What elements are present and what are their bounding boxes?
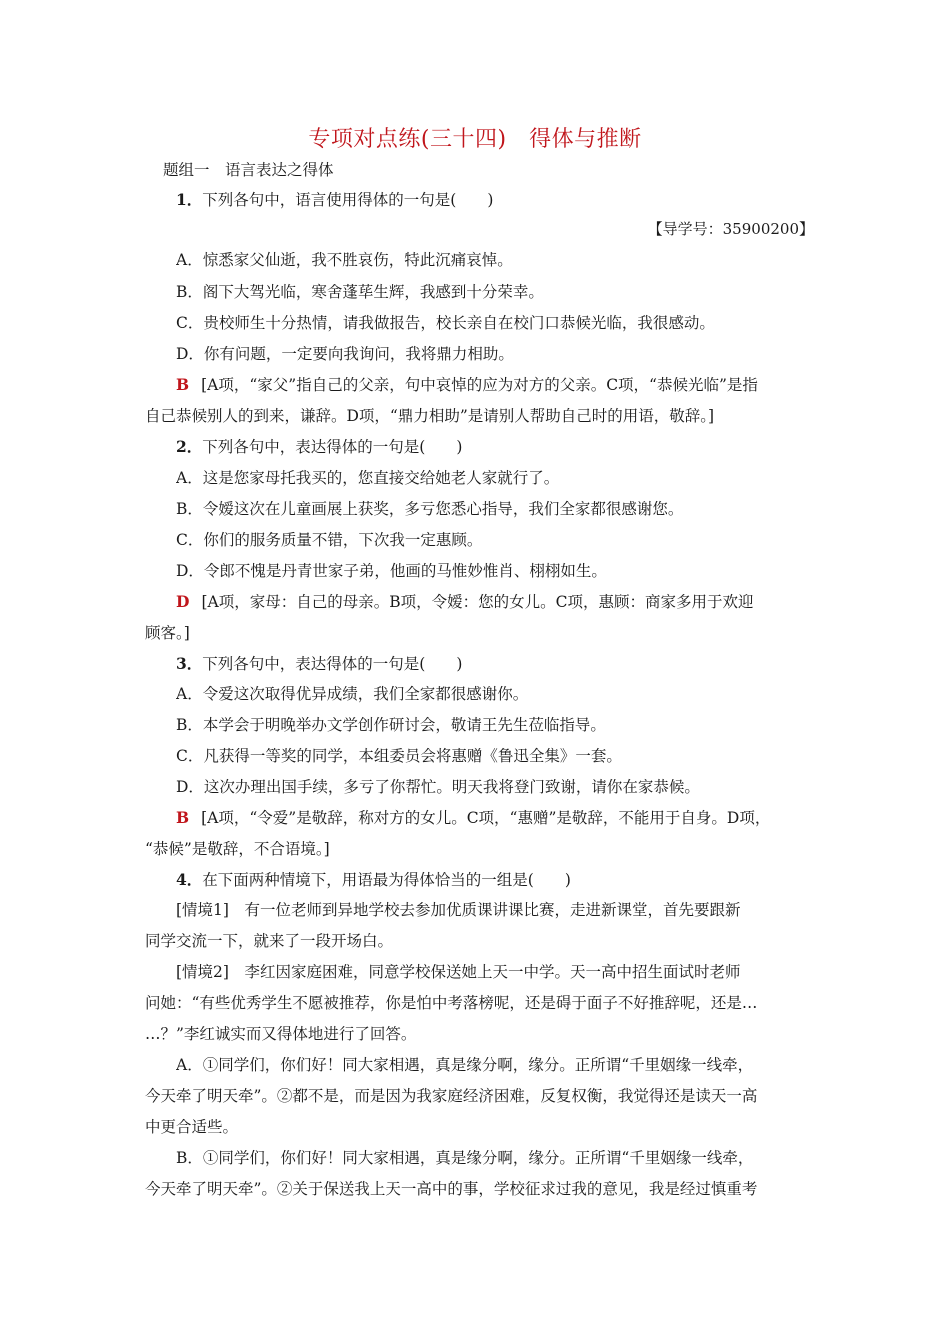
- question-number: 4．: [176, 870, 203, 889]
- question-3-option-c: C．凡获得一等奖的同学，本组委员会将惠赠《鲁迅全集》一套。: [176, 747, 622, 765]
- question-3-option-a: A．令爱这次取得优异成绩，我们全家都很感谢你。: [176, 685, 529, 703]
- answer-letter: D: [176, 592, 190, 611]
- question-2-option-b: B．令嫒这次在儿童画展上获奖，多亏您悉心指导，我们全家都很感谢您。: [176, 500, 684, 518]
- question-1-stem: 1．下列各句中，语言使用得体的一句是( ): [176, 190, 494, 209]
- question-1-option-b: B．阁下大驾光临，寒舍蓬荜生辉，我感到十分荣幸。: [176, 283, 544, 301]
- answer-letter: B: [176, 808, 190, 827]
- question-number: 1．: [176, 190, 203, 209]
- scenario-1: [情境1] 有一位老师到异地学校去参加优质课讲课比赛，走进新课堂，首先要跟新: [176, 901, 741, 919]
- question-number: 3．: [176, 654, 203, 673]
- scenario-2-cont-2: …？”李红诚实而又得体地进行了回答。: [145, 1025, 417, 1043]
- question-2-option-c: C．你们的服务质量不错，下次我一定惠顾。: [176, 531, 483, 549]
- question-4-option-a: A．①同学们，你们好！同大家相遇，真是缘分啊，缘分。正所谓“千里姻缘一线牵，: [176, 1056, 754, 1074]
- answer-letter: B: [176, 375, 190, 394]
- question-3-option-d: D．这次办理出国手续，多亏了你帮忙。明天我将登门致谢，请你在家恭候。: [176, 778, 700, 796]
- question-3-explanation: B [A项，“令爱”是敬辞，称对方的女儿。C项，“惠赠”是敬辞，不能用于自身。D项，: [176, 808, 771, 827]
- question-1-option-a: A．惊悉家父仙逝，我不胜哀伤，特此沉痛哀悼。: [176, 251, 513, 269]
- question-1-explanation-cont: 自己恭候别人的到来，谦辞。D项，“鼎力相助”是请别人帮助自己时的用语，敬辞。]: [145, 407, 715, 425]
- question-3-option-b: B．本学会于明晚举办文学创作研讨会，敬请王先生莅临指导。: [176, 716, 606, 734]
- question-4-option-b-cont: 今天牵了明天牵”。②关于保送我上天一高中的事，学校征求过我的意见，我是经过慎重考: [145, 1180, 758, 1198]
- question-3-stem: 3．下列各句中，表达得体的一句是( ): [176, 654, 463, 673]
- question-number: 2．: [176, 437, 203, 456]
- question-3-explanation-cont: “恭候”是敬辞，不合语境。]: [145, 840, 330, 858]
- scenario-2: [情境2] 李红因家庭困难，同意学校保送她上天一中学。天一高中招生面试时老师: [176, 963, 741, 981]
- group-heading: 题组一 语言表达之得体: [163, 161, 334, 179]
- question-4-option-a-cont: 今天牵了明天牵”。②都不是，而是因为我家庭经济困难，反复权衡，我觉得还是读天一高: [145, 1087, 758, 1105]
- scenario-2-cont: 问她：“有些优秀学生不愿被推荐，你是怕中考落榜呢，还是碍于面子不好推辞呢，还是…: [145, 994, 758, 1012]
- question-2-option-a: A．这是您家母托我买的，您直接交给她老人家就行了。: [176, 469, 560, 487]
- question-1-explanation: B [A项，“家父”指自己的父亲，句中哀悼的应为对方的父亲。C项，“恭候光临”是指: [176, 375, 758, 394]
- question-2-explanation-cont: 顾客。]: [145, 624, 190, 642]
- question-2-explanation: D [A项，家母：自己的母亲。B项，令嫒：您的女儿。C项，惠顾：商家多用于欢迎: [176, 592, 754, 611]
- question-2-stem: 2．下列各句中，表达得体的一句是( ): [176, 437, 463, 456]
- question-4-option-a-cont-2: 中更合适些。: [145, 1118, 239, 1136]
- page-title: 专项对点练(三十四) 得体与推断: [308, 127, 642, 152]
- guide-number: 【导学号：35900200】: [647, 220, 814, 238]
- question-4-stem: 4．在下面两种情境下，用语最为得体恰当的一组是( ): [176, 870, 571, 889]
- question-1-option-c: C．贵校师生十分热情，请我做报告，校长亲自在校门口恭候光临，我很感动。: [176, 314, 715, 332]
- question-2-option-d: D．令郎不愧是丹青世家子弟，他画的马惟妙惟肖、栩栩如生。: [176, 562, 607, 580]
- question-4-option-b: B．①同学们，你们好！同大家相遇，真是缘分啊，缘分。正所谓“千里姻缘一线牵，: [176, 1149, 754, 1167]
- question-1-option-d: D．你有问题，一定要向我询问，我将鼎力相助。: [176, 345, 514, 363]
- scenario-1-cont: 同学交流一下，就来了一段开场白。: [145, 932, 394, 950]
